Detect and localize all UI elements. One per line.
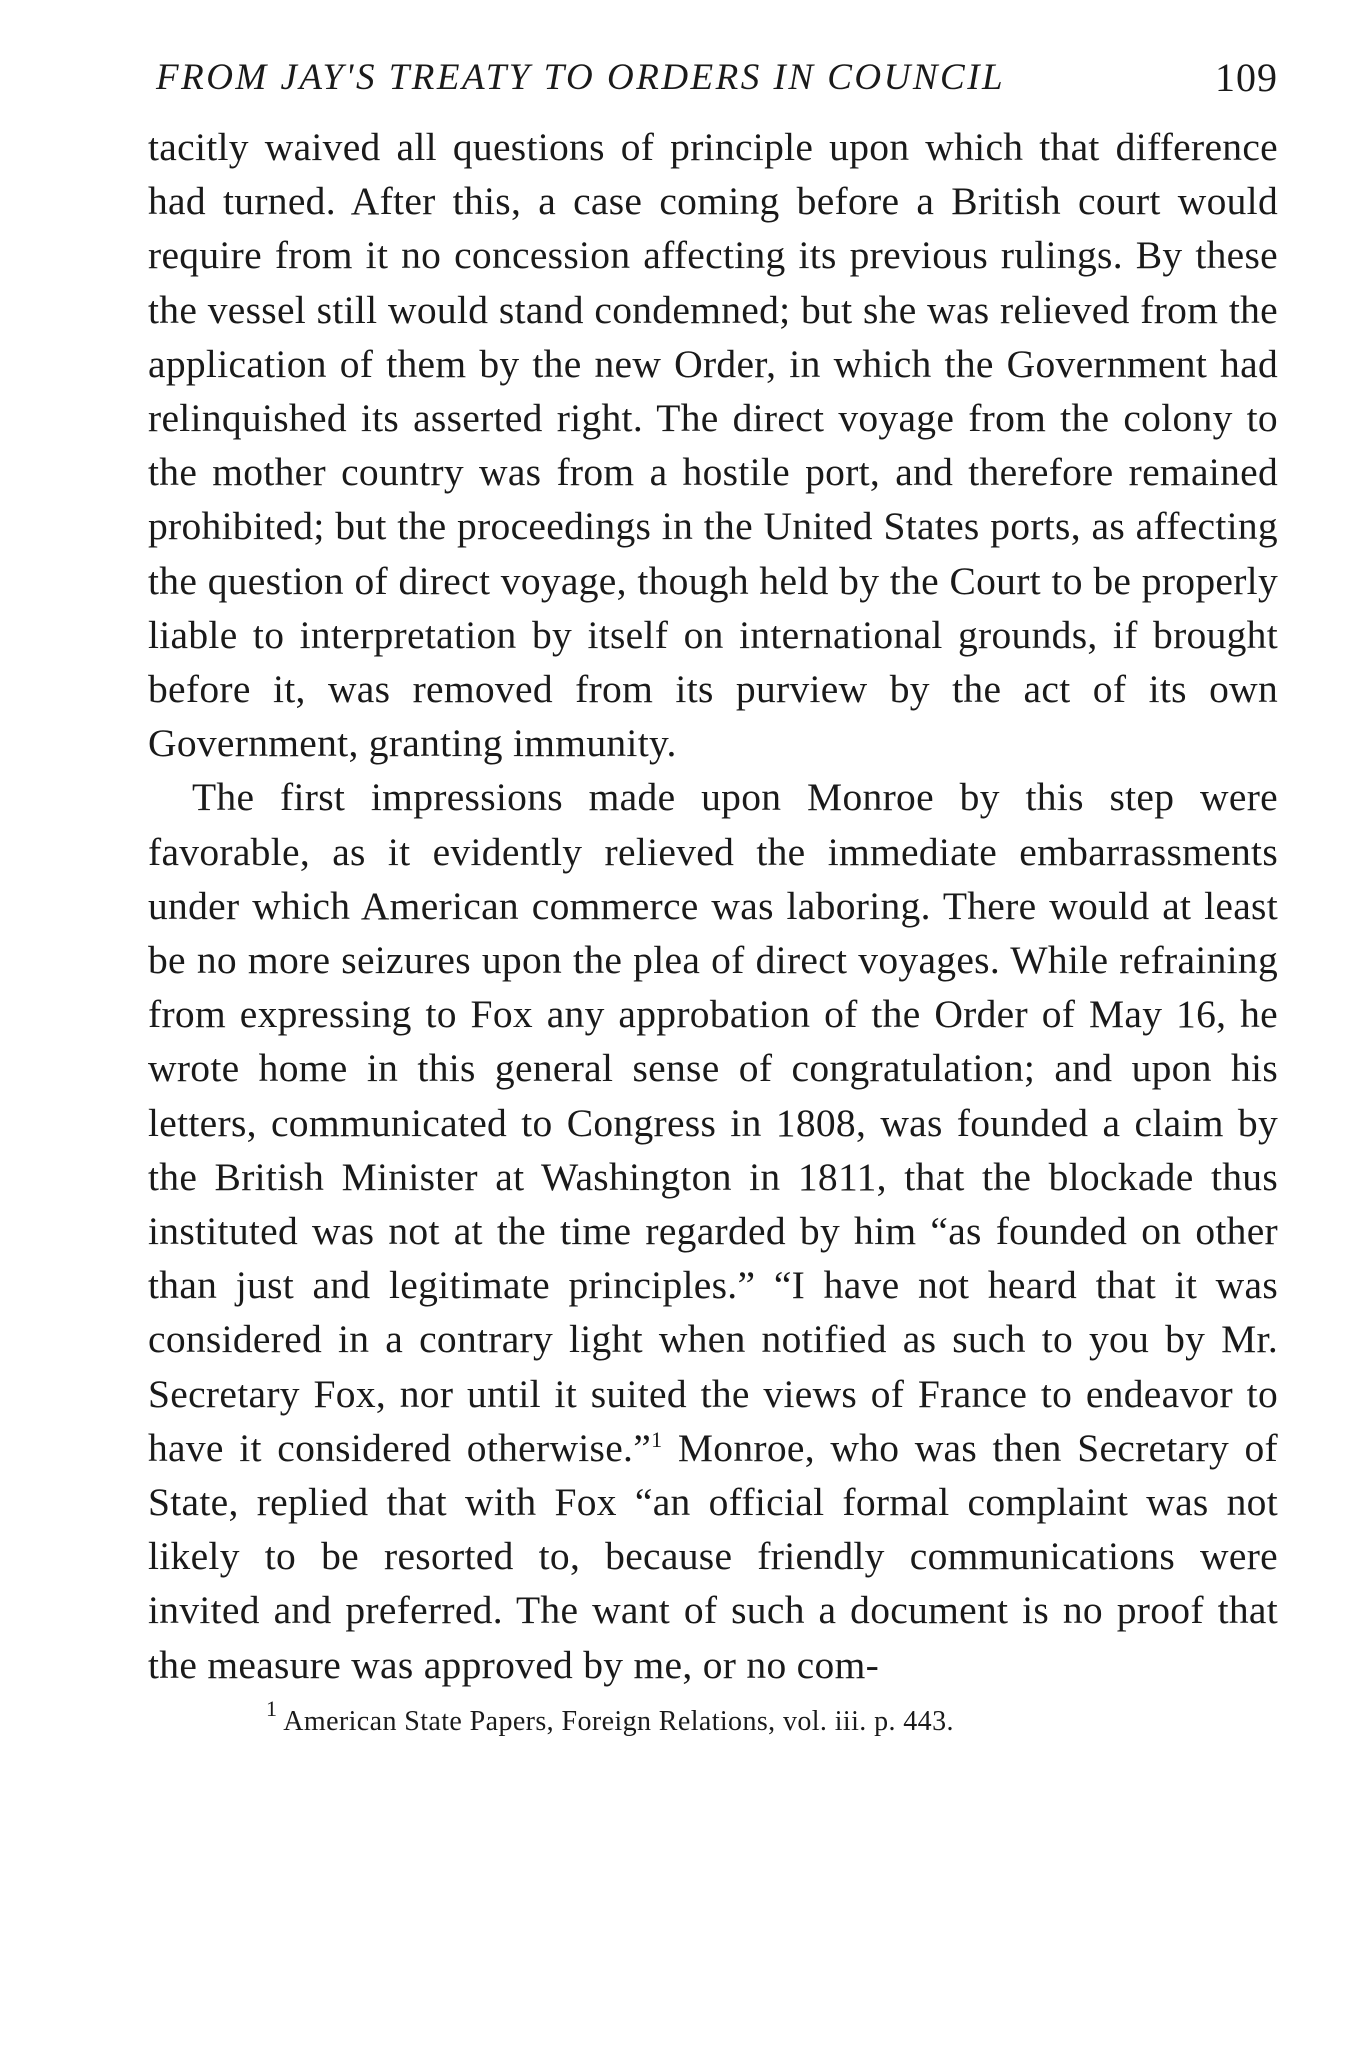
page-header — [148, 48, 1278, 108]
paragraph-2-text-before: The first impressions made upon Monroe by this step were favorable, as it evidently relieved the immediate embarrassments under which American commerce was laboring. There would at least be no more seizures upon the plea of direct voyages. While refraining from expressing to Fox any approbation of the Order of May 16, he wrote home in this general sense of congratulation; and upon his letters, communicated to Congress in 1808, was founded a claim by the British Minister at Washington in 1811, that the blockade thus instituted was not at the time regarded by him “as founded on other than just and legitimate principles.” “I have not heard that it was considered in a contrary light when notified as such to you by Mr. Secretary Fox, nor until it suited the views of France to endeavor to have it considered otherwise.” — [148, 775, 1278, 1470]
footnote — [148, 1695, 1278, 1738]
footnote-reference: 1 — [651, 1426, 663, 1452]
running-title: FROM JAY'S TREATY TO ORDERS IN COUNCIL — [156, 57, 1006, 98]
paragraph-2 — [148, 770, 1278, 1691]
paragraph-1-text: tacitly waived all questions of principle upon which that difference had turned. After this, a case coming before a British court would require from it no concession affecting its previous rulings. By these the vessel still would stand condemned; but she was relieved from the application of them by the new Order, in which the Government had relinquished its asserted right. The direct voyage from the colony to the mother country was from a hostile port, and therefore remained prohibited; but the proceedings in the United States ports, as affecting the question of direct voyage, though held by the Court to be properly liable to interpretation by itself on international grounds, if brought before it, was removed from its purview by the act of its own Government, granting immunity. — [148, 125, 1278, 766]
footnote-text: American State Papers, Foreign Relations, vol. iii. p. 443. — [283, 1705, 954, 1737]
paragraph-2-text-after: Monroe, who was then Secretary of State, replied that with Fox “an official formal complaint was not likely to be resorted to, because friendly communications were invited and preferred. The want of such a document is no proof that the measure was approved by me, or no com- — [148, 1425, 1278, 1687]
body-text — [148, 120, 1278, 1692]
book-page — [148, 48, 1278, 1738]
page-number: 109 — [1215, 55, 1278, 100]
paragraph-1 — [148, 120, 1278, 770]
footnote-marker: 1 — [266, 1695, 278, 1721]
